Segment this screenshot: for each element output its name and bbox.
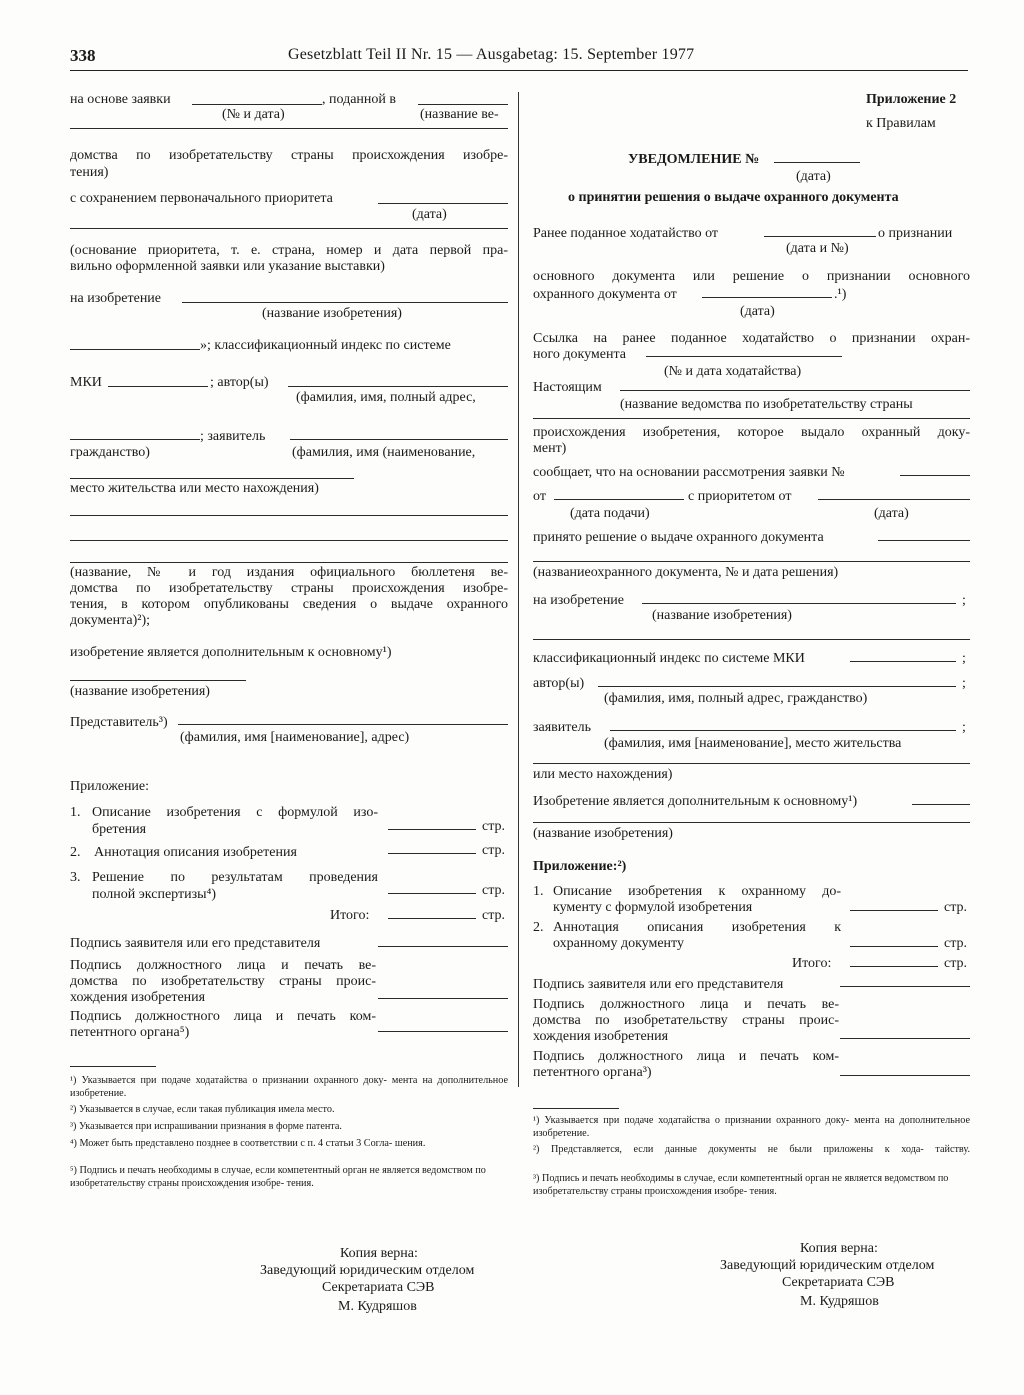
fill-line xyxy=(388,918,476,919)
text-line: охранному документу xyxy=(553,936,684,951)
text-line: документа)²); xyxy=(70,613,151,628)
text-line: с сохранением первоначального приоритета xyxy=(70,191,333,206)
notice-subtitle: о принятии решения о выдаче охранного документа xyxy=(568,190,899,205)
fill-line xyxy=(288,386,508,387)
fill-line xyxy=(70,128,508,129)
fill-line xyxy=(878,540,970,541)
fill-line xyxy=(388,829,476,830)
footnote-rule xyxy=(70,1066,156,1067)
signature-label: домства по изобретательству страны проис- xyxy=(533,1013,839,1028)
text-line: на изобретение xyxy=(533,593,625,608)
signature-label: Подпись заявителя или его представителя xyxy=(533,977,784,992)
item-number: 1. xyxy=(70,805,81,820)
footnote: ²) Представляется, если данные документы не были приложены к хода- тайству. xyxy=(533,1144,970,1155)
text-line: принято решение о выдаче охранного документа xyxy=(533,530,824,545)
text-line: изобретение является дополнительным к основному¹) xyxy=(70,645,392,660)
text-line: .¹) xyxy=(834,287,847,302)
fill-line xyxy=(70,562,508,563)
field-caption: (название изобретения) xyxy=(533,826,673,841)
text-line: ; автор(ы) xyxy=(210,375,269,390)
notice-title: УВЕДОМЛЕНИЕ № xyxy=(628,152,760,167)
fill-line xyxy=(764,236,876,237)
signature-label: петентного органа⁵) xyxy=(70,1025,190,1040)
text-line: о признании xyxy=(878,226,953,241)
text-line: классификационный индекс по системе МКИ xyxy=(533,651,805,666)
signature-label: домства по изобретательству страны проис- xyxy=(70,974,376,989)
signature-line xyxy=(840,1038,970,1039)
fill-line xyxy=(388,853,476,854)
field-caption: (название изобретения) xyxy=(262,306,402,321)
text-line: охранного документа от xyxy=(533,287,677,302)
footnote: ²) Указывается в случае, если такая публикация имела место. xyxy=(70,1104,335,1115)
signature-line xyxy=(840,1075,970,1076)
signature-line xyxy=(378,946,508,947)
total-label: Итого: xyxy=(330,908,370,923)
text-line: (название, № и год издания официального бюллетеня ве- xyxy=(70,565,508,580)
text-line: Ранее поданное ходатайство от xyxy=(533,226,719,241)
text-line: Описание изобретения с формулой изо- xyxy=(92,805,378,820)
text-line: на основе заявки xyxy=(70,92,171,107)
text-line: тения) xyxy=(70,165,109,180)
fill-line xyxy=(818,499,970,500)
text-line: ; xyxy=(962,720,966,735)
field-caption: (фамилия, имя [наименование], место жительства xyxy=(604,736,902,751)
text-line: гражданство) xyxy=(70,445,150,460)
total-label: Итого: xyxy=(792,956,832,971)
signature-line xyxy=(378,998,508,999)
fill-line xyxy=(70,478,354,479)
fill-line xyxy=(850,946,938,947)
signature-label: хождения изобретения xyxy=(533,1029,669,1044)
text-line: , поданной в xyxy=(322,92,397,107)
fill-line xyxy=(70,349,200,350)
field-caption: (дата подачи) xyxy=(570,506,650,521)
pages-label: стр. xyxy=(944,900,968,915)
text-line: ; заявитель xyxy=(200,429,266,444)
field-caption: (№ и дата ходатайства) xyxy=(664,364,802,379)
fill-line xyxy=(192,104,322,105)
fill-line xyxy=(70,540,508,541)
page-number: 338 xyxy=(70,46,96,65)
fill-line xyxy=(533,639,970,640)
fill-line xyxy=(70,439,200,440)
field-caption: (фамилия, имя [наименование], адрес) xyxy=(180,730,410,745)
text-line: Решение по результатам проведения xyxy=(92,870,378,885)
fill-line xyxy=(182,302,508,303)
annex-subtitle: к Правилам xyxy=(866,116,936,131)
field-caption: или место нахождения) xyxy=(533,767,673,782)
pages-label: стр. xyxy=(482,883,506,898)
attachment-title: Приложение: xyxy=(70,779,150,794)
item-number: 2. xyxy=(70,845,81,860)
field-caption: (фамилия, имя, полный адрес, xyxy=(296,390,476,405)
footnote: ¹) Указывается при подаче ходатайства о признании охранного доку- мента на дополнительное изобретение. xyxy=(533,1115,970,1139)
signature-label: Подпись должностного лица и печать ком- xyxy=(70,1009,376,1024)
text-line: место жительства или место нахождения) xyxy=(70,481,319,496)
text-line: Описание изобретения к охранному до- xyxy=(553,884,841,899)
text-line: Представитель³) xyxy=(70,715,168,730)
text-line: МКИ xyxy=(70,375,102,390)
field-caption: (№ и дата) xyxy=(222,107,285,122)
text-line: Ссылка на ранее поданное ходатайство о признании охран- xyxy=(533,331,970,346)
text-line: »; классификационный индекс по системе xyxy=(200,338,451,353)
text-line: (основание приоритета, т. е. страна, номер и дата первой пра- xyxy=(70,243,508,258)
certification-line: Копия верна: xyxy=(340,1246,418,1261)
text-line: с приоритетом от xyxy=(688,489,792,504)
fill-line xyxy=(290,439,508,440)
fill-line xyxy=(70,515,508,516)
annex-title: Приложение 2 xyxy=(866,92,957,107)
text-line: основного документа или решение о признании основного xyxy=(533,269,970,284)
text-line: домства по изобретательству страны происхождения изобре- xyxy=(70,148,508,163)
text-line: Настоящим xyxy=(533,380,602,395)
fill-line xyxy=(900,475,970,476)
footnote: ⁵) Подпись и печать необходимы в случае, если компетентный орган не является ведомством по изобретательству страны происхождения изобре- тения. xyxy=(70,1165,486,1189)
attachment-title: Приложение:²) xyxy=(533,859,627,874)
certification-line: Копия верна: xyxy=(800,1241,878,1256)
text-line: от xyxy=(533,489,546,504)
fill-line xyxy=(70,228,508,229)
fill-line xyxy=(178,724,508,725)
text-line: сообщает, что на основании рассмотрения заявки № xyxy=(533,465,845,480)
footnote: ³) Подпись и печать необходимы в случае, если компетентный орган не является ведомством по изобретательству страны происхождения изобре- тения. xyxy=(533,1173,949,1197)
text-line: бретения xyxy=(92,822,147,837)
field-caption: (фамилия, имя, полный адрес, гражданство) xyxy=(604,691,868,706)
certification-line: Заведующий юридическим отделом xyxy=(260,1263,475,1278)
fill-line xyxy=(418,104,508,105)
text-line: автор(ы) xyxy=(533,676,585,691)
fill-line xyxy=(702,297,832,298)
fill-line xyxy=(620,390,970,391)
text-line: домства по изобретательству страны происхождения изобре- xyxy=(70,581,508,596)
fill-line xyxy=(554,499,684,500)
signature-line xyxy=(378,1031,508,1032)
page-header xyxy=(70,46,968,71)
certification-signatory: М. Кудряшов xyxy=(800,1294,879,1309)
column-divider xyxy=(518,92,519,1087)
text-line: Изобретение является дополнительным к основному¹) xyxy=(533,794,858,809)
pages-label: стр. xyxy=(944,936,968,951)
text-line: ; xyxy=(962,593,966,608)
fill-line xyxy=(610,730,956,731)
fill-line xyxy=(70,680,246,681)
text-line: ного документа xyxy=(533,347,626,362)
certification-line: Заведующий юридическим отделом xyxy=(720,1258,935,1273)
item-number: 2. xyxy=(533,920,544,935)
signature-label: Подпись заявителя или его представителя xyxy=(70,936,321,951)
text-line: происхождения изобретения, которое выдало охранный доку- xyxy=(533,425,970,440)
signature-line xyxy=(840,986,970,987)
field-caption: (название изобретения) xyxy=(70,684,210,699)
page-title: Gesetzblatt Teil II Nr. 15 — Ausgabetag: 15. September 1977 xyxy=(288,46,695,63)
signature-label: Подпись должностного лица и печать ве- xyxy=(70,958,376,973)
field-caption: (название изобретения) xyxy=(652,608,792,623)
text-line: Аннотация описания изобретения xyxy=(94,845,297,860)
footnote: ⁴) Может быть представлено позднее в соответствии с п. 4 статьи 3 Согла- шения. xyxy=(70,1138,426,1149)
field-caption: (фамилия, имя (наименование, xyxy=(292,445,476,460)
signature-label: Подпись должностного лица и печать ве- xyxy=(533,997,839,1012)
fill-line xyxy=(912,804,970,805)
text-line: ; xyxy=(962,651,966,666)
footnote: ³) Указывается при испрашивании признания в форме патента. xyxy=(70,1121,342,1132)
text-line: тения, в котором опубликованы сведения о выдаче охранного xyxy=(70,597,508,612)
field-caption: (дата) xyxy=(740,304,775,319)
fill-line xyxy=(850,910,938,911)
pages-label: стр. xyxy=(482,819,506,834)
field-caption: (дата) xyxy=(412,207,447,222)
item-number: 3. xyxy=(70,870,81,885)
fill-line xyxy=(533,763,970,764)
fill-line xyxy=(533,418,970,419)
signature-label: петентного органа³) xyxy=(533,1065,652,1080)
pages-label: стр. xyxy=(944,956,968,971)
fill-line xyxy=(378,203,508,204)
signature-label: Подпись должностного лица и печать ком- xyxy=(533,1049,839,1064)
fill-line xyxy=(774,162,860,163)
field-caption: (дата) xyxy=(874,506,909,521)
footnote-rule xyxy=(533,1108,619,1109)
item-number: 1. xyxy=(533,884,544,899)
field-caption: (название ве- xyxy=(420,107,499,122)
field-caption: (дата) xyxy=(796,169,831,184)
footnote: ¹) Указывается при подаче ходатайства о признании охранного доку- мента на дополнительное изобретение. xyxy=(70,1075,508,1099)
fill-line xyxy=(533,561,970,562)
text-line: кументу с формулой изобретения xyxy=(553,900,753,915)
text-line: заявитель xyxy=(533,720,591,735)
fill-line xyxy=(646,356,842,357)
text-line: полной экспертизы⁴) xyxy=(92,887,217,902)
certification-line: Секретариата СЭВ xyxy=(322,1280,435,1295)
certification-signatory: М. Кудряшов xyxy=(338,1299,417,1314)
fill-line xyxy=(850,661,956,662)
text-line: вильно оформленной заявки или указание выставки) xyxy=(70,259,385,274)
fill-line xyxy=(642,603,956,604)
signature-label: хождения изобретения xyxy=(70,990,206,1005)
pages-label: стр. xyxy=(482,843,506,858)
text-line: на изобретение xyxy=(70,291,162,306)
text-line: мент) xyxy=(533,441,567,456)
field-caption: (название ведомства по изобретательству страны xyxy=(620,397,913,412)
text-line: Аннотация описания изобретения к xyxy=(553,920,841,935)
field-caption: (дата и №) xyxy=(786,241,849,256)
fill-line xyxy=(850,966,938,967)
fill-line xyxy=(388,893,476,894)
fill-line xyxy=(533,822,970,823)
fill-line xyxy=(598,686,956,687)
fill-line xyxy=(108,386,208,387)
certification-line: Секретариата СЭВ xyxy=(782,1275,895,1290)
field-caption: (названиеохранного документа, № и дата решения) xyxy=(533,565,839,580)
pages-label: стр. xyxy=(482,908,506,923)
text-line: ; xyxy=(962,676,966,691)
